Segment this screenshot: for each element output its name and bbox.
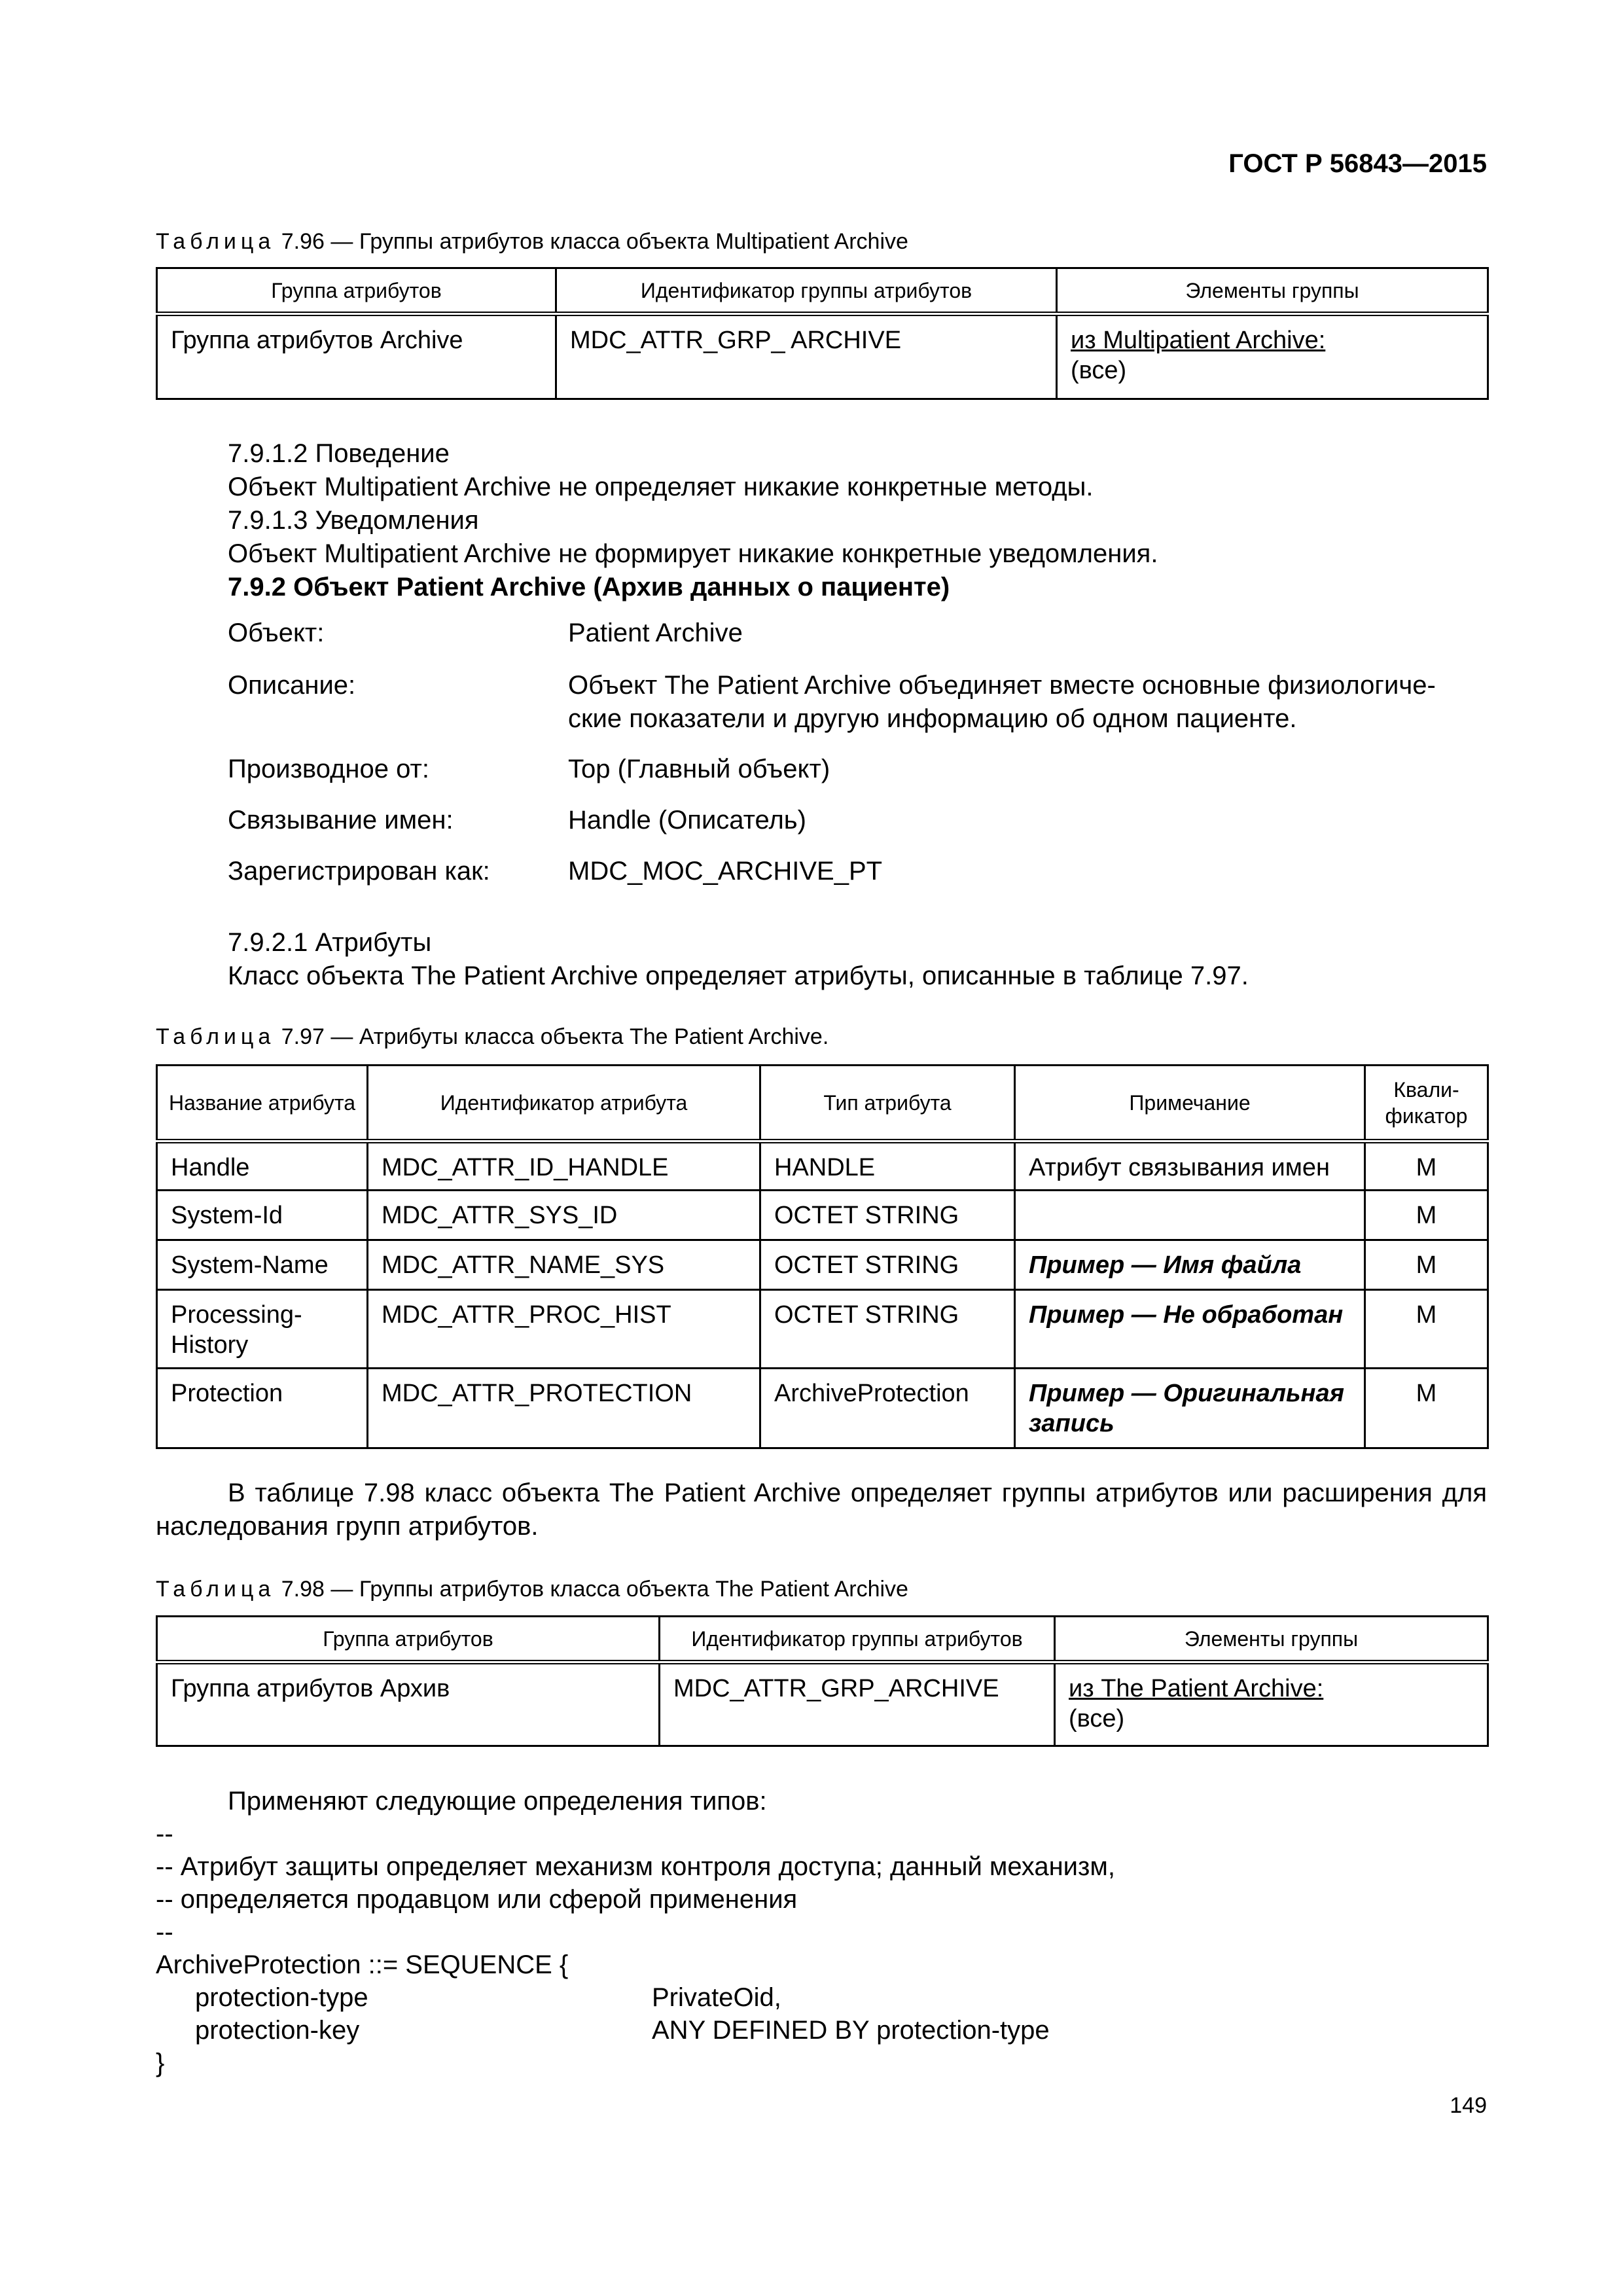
code-line: -- определяется продавцом или сферой применения xyxy=(156,1885,798,1914)
table-row xyxy=(157,1662,1488,1746)
definition-value: Объект The Patient Archive объединяет вместе основные физиологиче- xyxy=(568,671,1436,700)
table-cell: Группа атрибутов Archive xyxy=(157,314,556,399)
section-heading: 7.9.1.2 Поведение xyxy=(228,439,450,468)
code-field-type: ANY DEFINED BY protection-type xyxy=(652,2016,1050,2045)
code-field-type: PrivateOid, xyxy=(652,1983,781,2012)
code-field-name: protection-key xyxy=(195,2016,360,2045)
table-caption-text: 7.96 — Группы атрибутов класса объекта Multipatient Archive xyxy=(281,229,908,254)
table-caption-text: 7.97 — Атрибуты класса объекта The Patient Archive. xyxy=(281,1024,829,1049)
definition-label: Связывание имен: xyxy=(228,806,454,834)
table-header-cell: Примечание xyxy=(1015,1066,1365,1141)
table-cell: MDC_ATTR_NAME_SYS xyxy=(368,1240,760,1290)
table-row xyxy=(157,1141,1488,1191)
table-row xyxy=(157,1290,1488,1369)
elements-source: из Multipatient Archive: xyxy=(1071,327,1326,354)
table-header-cell: Элементы группы xyxy=(1055,1617,1488,1662)
table-header-cell: Группа атрибутов xyxy=(157,1617,660,1662)
elements-source: из The Patient Archive: xyxy=(1069,1675,1324,1702)
table-cell: HANDLE xyxy=(760,1141,1015,1191)
table-cell: System-Id xyxy=(157,1191,368,1240)
code-line: -- xyxy=(156,1820,173,1848)
section-text: Класс объекта The Patient Archive определяет атрибуты, описанные в таблице 7.97. xyxy=(228,961,1249,990)
definition-value: Top (Главный объект) xyxy=(568,755,830,783)
table-cell: OCTET STRING xyxy=(760,1290,1015,1369)
table-cell: Пример — Имя файла xyxy=(1015,1240,1365,1290)
table-caption-prefix: Таблица xyxy=(156,1577,276,1602)
paragraph: В таблице 7.98 класс объекта The Patient Archive определяет группы атрибутов или расширения для наследования групп атрибутов. xyxy=(156,1479,1487,1541)
table-798-caption xyxy=(156,1577,908,1602)
definition-label: Описание: xyxy=(228,671,356,700)
section-text: Объект Multipatient Archive не определяет никакие конкретные методы. xyxy=(228,473,1094,501)
table-cell: M xyxy=(1365,1141,1488,1191)
table-cell: MDC_ATTR_SYS_ID xyxy=(368,1191,760,1240)
table-cell: Группа атрибутов Архив xyxy=(157,1662,660,1746)
table-row xyxy=(157,1191,1488,1240)
table-cell: M xyxy=(1365,1191,1488,1240)
table-cell xyxy=(1057,314,1488,399)
code-line: -- xyxy=(156,1918,173,1946)
table-header-cell: Квали- фикатор xyxy=(1365,1066,1488,1141)
definition-label: Производное от: xyxy=(228,755,429,783)
table-cell: Handle xyxy=(157,1141,368,1191)
definition-value: Handle (Описатель) xyxy=(568,806,806,834)
table-row xyxy=(157,314,1488,399)
table-cell: System-Name xyxy=(157,1240,368,1290)
elements-all: (все) xyxy=(1071,357,1127,384)
table-cell xyxy=(1015,1191,1365,1240)
section-heading-bold: 7.9.2 Объект Patient Archive (Архив данных о пациенте) xyxy=(228,573,950,601)
table-cell: M xyxy=(1365,1240,1488,1290)
table-header-cell: Тип атрибута xyxy=(760,1066,1015,1141)
table-796 xyxy=(156,267,1489,400)
table-cell: Атрибут связывания имен xyxy=(1015,1141,1365,1191)
table-796-caption xyxy=(156,229,908,255)
section-heading: 7.9.1.3 Уведомления xyxy=(228,506,479,535)
table-cell: MDC_ATTR_ID_HANDLE xyxy=(368,1141,760,1191)
code-line: } xyxy=(156,2049,165,2077)
table-row xyxy=(157,1240,1488,1290)
standard-header: ГОСТ Р 56843—2015 xyxy=(1228,149,1487,178)
document-page xyxy=(156,0,1487,2296)
page-number: 149 xyxy=(1450,2093,1487,2118)
definition-value: MDC_MOC_ARCHIVE_PT xyxy=(568,857,883,886)
table-798 xyxy=(156,1615,1489,1747)
table-cell: MDC_ATTR_GRP_ARCHIVE xyxy=(660,1662,1055,1746)
table-cell: MDC_ATTR_PROTECTION xyxy=(368,1369,760,1448)
code-field-name: protection-type xyxy=(195,1983,368,2012)
table-cell: Processing-History xyxy=(157,1290,368,1369)
table-header-cell: Идентификатор группы атрибутов xyxy=(660,1617,1055,1662)
table-caption-text: 7.98 — Группы атрибутов класса объекта The Patient Archive xyxy=(281,1577,908,1602)
table-cell: ArchiveProtection xyxy=(760,1369,1015,1448)
definition-label: Объект: xyxy=(228,619,325,647)
table-header-cell: Идентификатор атрибута xyxy=(368,1066,760,1141)
table-caption-prefix: Таблица xyxy=(156,229,276,254)
elements-all: (все) xyxy=(1069,1705,1125,1732)
code-line: -- Атрибут защиты определяет механизм контроля доступа; данный механизм, xyxy=(156,1852,1115,1881)
table-caption-prefix: Таблица xyxy=(156,1024,276,1049)
table-cell: Protection xyxy=(157,1369,368,1448)
table-header-cell: Элементы группы xyxy=(1057,268,1488,314)
types-intro: Применяют следующие определения типов: xyxy=(228,1787,767,1816)
definition-value: Patient Archive xyxy=(568,619,743,647)
section-text: Объект Multipatient Archive не формирует никакие конкретные уведомления. xyxy=(228,539,1158,568)
table-cell: M xyxy=(1365,1290,1488,1369)
definition-value-continued: ские показатели и другую информацию об одном пациенте. xyxy=(568,704,1297,733)
table-header-cell: Группа атрибутов xyxy=(157,268,556,314)
definition-label: Зарегистрирован как: xyxy=(228,857,490,886)
table-cell: OCTET STRING xyxy=(760,1240,1015,1290)
code-line: ArchiveProtection ::= SEQUENCE { xyxy=(156,1950,569,1979)
table-cell: Пример — Оригинальная запись xyxy=(1015,1369,1365,1448)
table-cell: OCTET STRING xyxy=(760,1191,1015,1240)
table-cell xyxy=(1055,1662,1488,1746)
table-cell: MDC_ATTR_PROC_HIST xyxy=(368,1290,760,1369)
section-heading: 7.9.2.1 Атрибуты xyxy=(228,928,432,957)
table-797 xyxy=(156,1064,1489,1449)
table-cell: MDC_ATTR_GRP_ ARCHIVE xyxy=(556,314,1057,399)
table-row xyxy=(157,1369,1488,1448)
table-header-cell: Название атрибута xyxy=(157,1066,368,1141)
table-cell: Пример — Не обработан xyxy=(1015,1290,1365,1369)
table-header-cell: Идентификатор группы атрибутов xyxy=(556,268,1057,314)
table-797-caption xyxy=(156,1024,829,1050)
table-cell: M xyxy=(1365,1369,1488,1448)
